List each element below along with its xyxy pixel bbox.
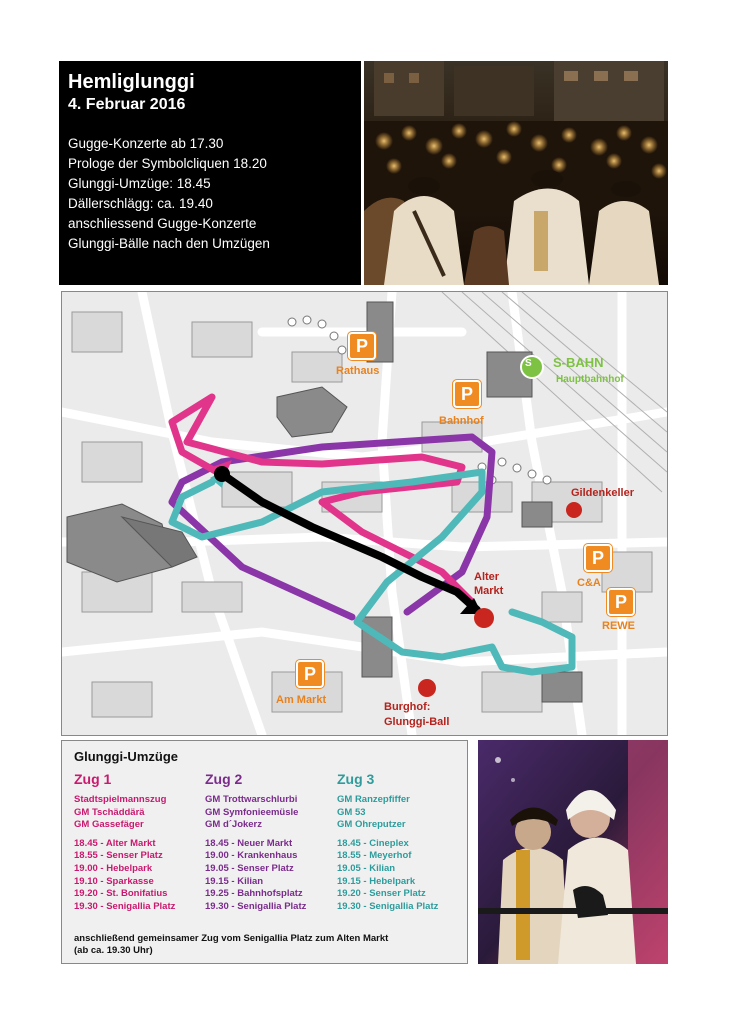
stop-item: 19.15 - Kilian	[205, 875, 264, 887]
parking-ca-icon: P	[584, 544, 612, 572]
zug1-stops	[74, 838, 175, 914]
event-header	[59, 61, 361, 285]
routes-heading: Glunggi-Umzüge	[74, 749, 178, 764]
event-title: Hemliglunggi	[68, 71, 195, 93]
stop-item: 19.15 - Hebelpark	[337, 875, 416, 887]
label-alter-markt-line1: Alter	[474, 571, 500, 583]
event-schedule	[68, 134, 361, 254]
zug2-stops	[205, 838, 306, 914]
schedule-line: Prologe der Symbolcliquen 18.20	[68, 156, 267, 171]
stop-item: 19.25 - Bahnhofsplatz	[205, 888, 303, 900]
group-item: GM d´Jokerz	[205, 819, 263, 831]
stop-item: 19.00 - Hebelpark	[74, 862, 153, 874]
zug3-groups	[337, 794, 438, 832]
group-item: GM 53	[337, 806, 366, 818]
parking-rathaus-icon: P	[348, 332, 376, 360]
stop-item: 18.45 - Neuer Markt	[205, 837, 293, 849]
group-item: GM Ranzepfiffer	[337, 794, 410, 805]
crowd-photo	[364, 61, 668, 285]
zug1-groups	[74, 794, 175, 832]
stop-item: 19.20 - Senser Platz	[337, 888, 426, 900]
label-gildenkeller: Gildenkeller	[571, 487, 634, 499]
zug3-stops	[337, 838, 438, 914]
costume-photo	[478, 740, 668, 964]
parade-routes	[61, 740, 468, 964]
schedule-line: Dällerschlägg: ca. 19.40	[68, 196, 213, 211]
event-date: 4. Februar 2016	[68, 96, 186, 113]
label-rewe: REWE	[602, 620, 635, 632]
crowd-illustration	[364, 61, 668, 285]
route-map	[61, 291, 668, 736]
label-hauptbahnhof: Hauptbahnhof	[556, 374, 624, 385]
costume-illustration	[478, 740, 668, 964]
stop-item: 18.45 - Cineplex	[337, 837, 409, 849]
zug1-title: Zug 1	[74, 771, 112, 787]
group-item: GM Trottwarschlurbi	[205, 794, 298, 805]
label-alter-markt-line2: Markt	[474, 585, 504, 597]
stop-item: 19.30 - Senigallia Platz	[74, 900, 176, 912]
group-item: GM Symfonieemüsle	[205, 806, 299, 818]
label-am-markt: Am Markt	[276, 694, 327, 706]
zug3-title: Zug 3	[337, 771, 375, 787]
label-burghof-line2: Glunggi-Ball	[384, 716, 450, 728]
parking-am-markt-icon: P	[296, 660, 324, 688]
zug2-groups	[205, 794, 306, 832]
stop-item: 18.45 - Alter Markt	[74, 837, 156, 849]
stop-item: 19.05 - Kilian	[337, 862, 396, 874]
group-item: GM Ohreputzer	[337, 819, 406, 831]
group-item: GM Tschäddärä	[74, 806, 145, 818]
group-item: GM Gassefäger	[74, 819, 144, 831]
zug2-title: Zug 2	[205, 771, 243, 787]
schedule-line: Glunggi-Bälle nach den Umzügen	[68, 236, 270, 251]
stop-item: 19.20 - St. Bonifatius	[74, 888, 168, 900]
stop-item: 18.55 - Senser Platz	[74, 850, 163, 862]
stop-item: 19.05 - Senser Platz	[205, 862, 294, 874]
label-rathaus: Rathaus	[336, 365, 380, 377]
stop-item: 19.10 - Sparkasse	[74, 875, 154, 887]
group-item: Stadtspielmannszug	[74, 794, 167, 805]
label-bahnhof: Bahnhof	[439, 415, 484, 427]
label-sbahn: S-BAHN	[553, 355, 604, 370]
schedule-line: Gugge-Konzerte ab 17.30	[68, 136, 224, 151]
note-line: anschließend gemeinsamer Zug vom Senigallia Platz zum Alten Markt	[74, 933, 389, 944]
note-line: (ab ca. 19.30 Uhr)	[74, 945, 153, 956]
routes-note	[74, 933, 464, 957]
zug2-column	[205, 771, 306, 913]
stop-item: 18.55 - Meyerhof	[337, 850, 412, 862]
zug3-column	[337, 771, 438, 913]
parking-rewe-icon: P	[607, 588, 635, 616]
stop-item: 19.00 - Krankenhaus	[205, 850, 298, 862]
stop-item: 19.30 - Senigallia Platz	[337, 900, 439, 912]
label-ca: C&A	[577, 577, 601, 589]
schedule-line: anschliessend Gugge-Konzerte	[68, 216, 257, 231]
stop-item: 19.30 - Senigallia Platz	[205, 900, 307, 912]
label-burghof-line1: Burghof:	[384, 701, 431, 713]
schedule-line: Glunggi-Umzüge: 18.45	[68, 176, 211, 191]
parking-bahnhof-icon: P	[453, 380, 481, 408]
sbahn-icon: S	[525, 358, 532, 369]
zug1-column	[74, 771, 175, 913]
